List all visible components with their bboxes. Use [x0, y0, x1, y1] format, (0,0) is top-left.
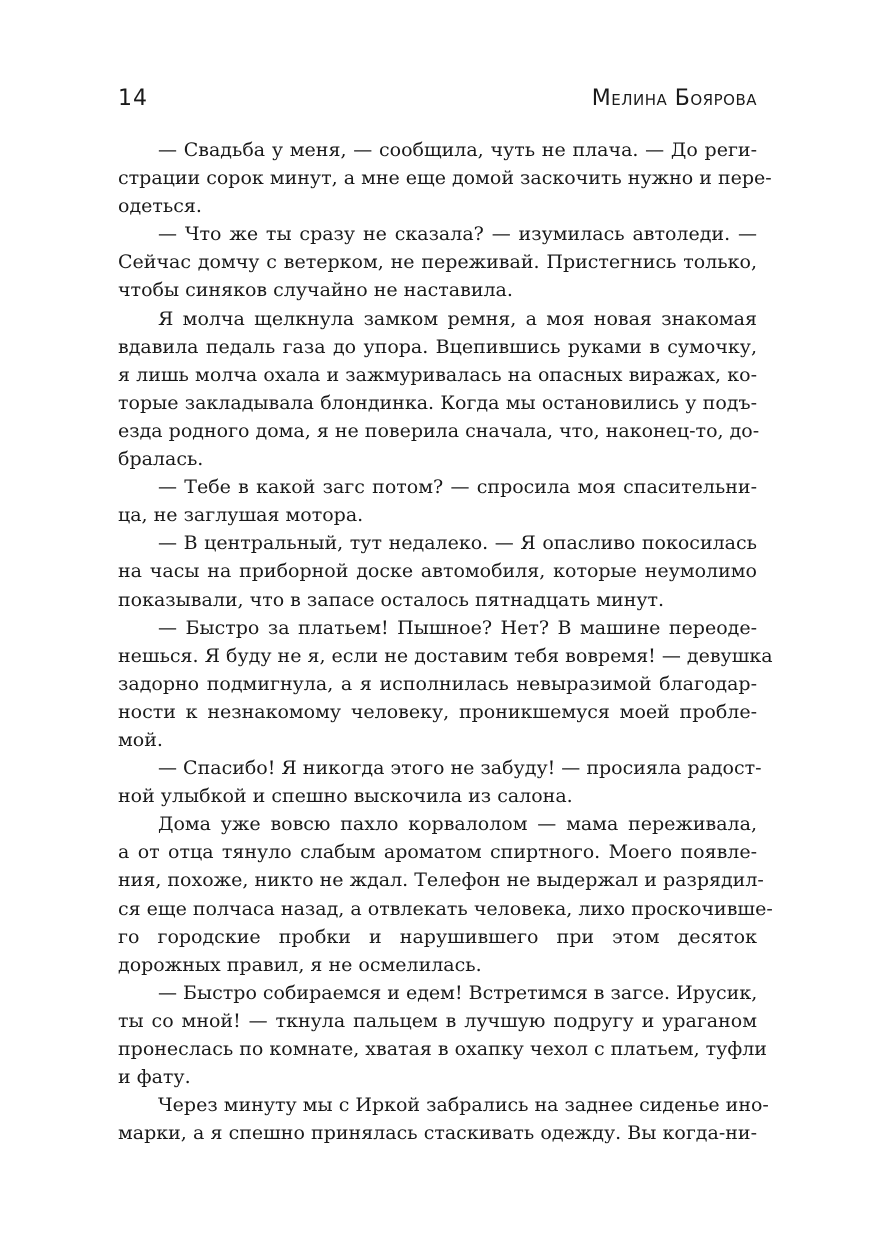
text-line: — Быстро собираемся и едем! Встретимся в загсе. Ирусик, [158, 981, 758, 1004]
text-line: Дома уже вовсю пахло корвалолом — мама переживала, [158, 813, 757, 836]
text-line: я лишь молча охала и зажмуривалась на опасных виражах, ко- [118, 363, 757, 386]
text-line: го городские пробки и нарушившего при этом десяток [118, 925, 757, 948]
text-line: на часы на приборной доске автомобиля, которые неумолимо [118, 560, 757, 583]
page-number: 14 [118, 86, 148, 111]
text-line: ся еще полчаса назад, а отвлекать человека, лихо проскочивше- [118, 897, 773, 920]
text-line: — Быстро за платьем! Пышное? Нет? В машине переоде- [158, 616, 757, 639]
text-line: ца, не заглушая мотора. [118, 504, 364, 527]
text-line: вдавила педаль газа до упора. Вцепившись руками в сумочку, [118, 335, 757, 358]
text-line: езда родного дома, я не поверила сначала, что, наконец-то, до- [118, 419, 760, 442]
text-line: — Свадьба у меня, — сообщила, чуть не плача. — До реги- [158, 139, 757, 161]
text-line: Сейчас домчу с ветерком, не переживай. Пристегнись только, [118, 251, 757, 274]
text-line: страции сорок минут, а мне еще домой заскочить нужно и пере- [118, 167, 772, 190]
paragraph [118, 1091, 769, 1147]
text-line: ния, похоже, никто не ждал. Телефон не выдержал и разрядил- [118, 869, 764, 892]
paragraph [118, 136, 772, 220]
text-line: и фату. [118, 1066, 191, 1089]
text-line: бралась. [118, 448, 204, 471]
body-text [118, 136, 773, 1147]
text-line: — Тебе в какой загс потом? — спросила моя спасительни- [158, 476, 757, 499]
text-line: а от отца тянуло слабым ароматом спиртного. Моего появле- [118, 841, 757, 864]
text-line: — В центральный, тут недалеко. — Я опасливо покосилась [158, 532, 757, 555]
text-line: пронеслась по комнате, хватая в охапку чехол с платьем, туфли [118, 1038, 767, 1060]
text-line: дорожных правил, я не осмелилась. [118, 953, 482, 976]
paragraph [118, 614, 773, 754]
paragraph [118, 810, 773, 979]
paragraph [118, 529, 757, 613]
paragraph [118, 979, 767, 1091]
text-line: показывали, что в запасе осталось пятнадцать минут. [118, 588, 665, 611]
text-line: чтобы синяков случайно не наставила. [118, 279, 513, 302]
text-line: нешься. Я буду не я, если не доставим тебя вовремя! — девушка [118, 644, 773, 667]
text-line: Я молча щелкнула замком ремня, а моя новая знакомая [158, 307, 757, 330]
paragraph [118, 305, 760, 474]
text-line: ной улыбкой и спешно выскочила из салона. [118, 785, 573, 808]
text-line: торые закладывала блондинка. Когда мы остановились у подъ- [118, 391, 757, 414]
paragraph [118, 220, 757, 304]
paragraph [118, 473, 757, 529]
text-line: — Спасибо! Я никогда этого не забуду! — просияла радост- [158, 757, 762, 780]
paragraph [118, 754, 762, 810]
text-line: ты со мной! — ткнула пальцем в лучшую подругу и ураганом [118, 1009, 757, 1032]
text-line: Через минуту мы с Иркой забрались на заднее сиденье ино- [158, 1094, 769, 1117]
text-line: марки, а я спешно принялась стаскивать одежду. Вы когда-ни- [118, 1122, 757, 1145]
text-line: задорно подмигнула, а я исполнилась невыразимой благодар- [118, 672, 757, 695]
text-line: ности к незнакомому человеку, проникшемуся моей пробле- [118, 700, 757, 723]
text-line: одеться. [118, 195, 202, 218]
text-line: — Что же ты сразу не сказала? — изумилась автоледи. — [158, 223, 757, 246]
author-name: Мелина Боярова [591, 86, 757, 111]
running-head [118, 86, 757, 116]
text-line: мой. [118, 728, 163, 751]
